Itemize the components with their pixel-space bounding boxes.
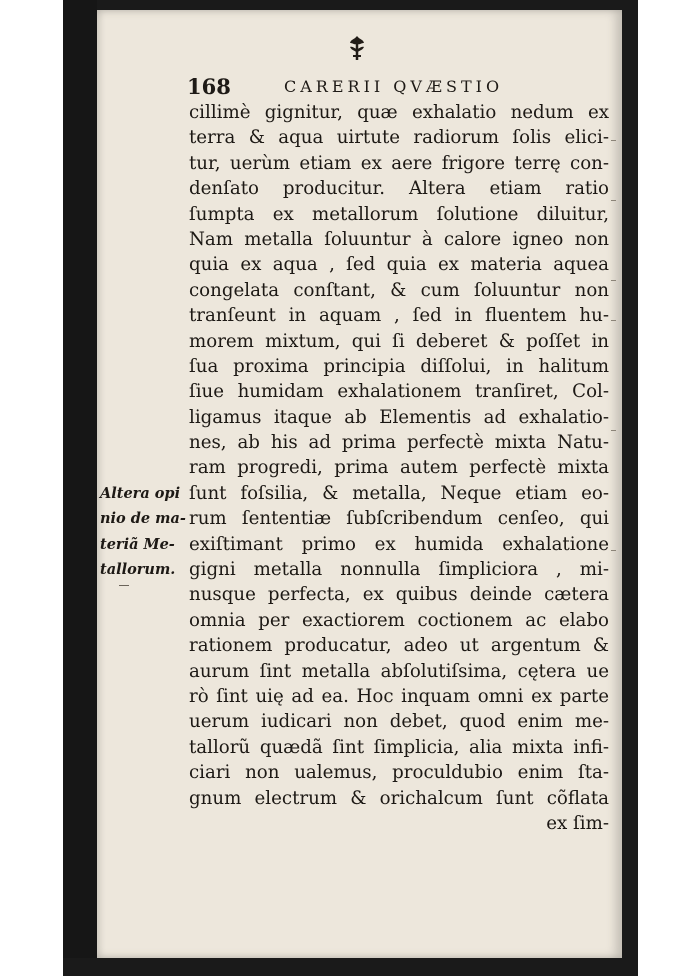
text-line: ſiue humidam exhalationem tranſiret, Col-	[189, 381, 609, 403]
text-line: cillimè gignitur, quæ exhalatio nedum ex	[189, 102, 609, 123]
marginal-note-line: Altera opi	[100, 485, 181, 502]
text-line: nes, ab his ad prima perfectè mixta Natu-	[189, 432, 609, 454]
book-binding-right	[622, 0, 638, 976]
text-line: Nam metalla ſoluuntur à calore igneo non	[189, 228, 609, 250]
text-line: rum ſententiæ ſubſcribendum cenſeo, qui	[189, 508, 609, 530]
text-line: tur, uerùm etiam ex aere frigore terrę con-	[189, 152, 609, 174]
book-binding-top	[63, 0, 638, 10]
floral-fleuron-icon	[345, 34, 369, 62]
text-line: aurum ſint metalla abſolutiſsima, cętera ue	[189, 660, 609, 682]
text-line: denſato producitur. Altera etiam ratio	[189, 178, 609, 200]
marginal-note	[100, 481, 186, 583]
text-line: tallorũ quædã ſint ſimplicia, alia mixta infi-	[189, 736, 609, 758]
text-line: ſunt foſsilia, & metalla, Neque etiam eo-	[189, 482, 609, 504]
book-binding-left	[63, 0, 97, 976]
margin-dash	[119, 585, 129, 586]
catchword-line: ex ſim-	[546, 812, 609, 834]
text-line: uerum iudicari non debet, quod enim me-	[189, 711, 609, 733]
text-line: gigni metalla nonnulla ſimpliciora , mi-	[189, 559, 609, 581]
book-page	[97, 10, 622, 958]
marginal-note-line: teriã Me-	[100, 535, 175, 553]
page-edge-marks	[611, 130, 619, 730]
text-line: terra & aqua uirtute radiorum ſolis elici-	[189, 127, 609, 149]
text-line: ram progredi, prima autem perfectè mixta	[189, 457, 609, 479]
body-text	[189, 100, 609, 836]
text-line: ligamus itaque ab Elementis ad exhalatio-	[189, 406, 609, 428]
text-line: ſua proxima principia diſſolui, in halitum	[189, 355, 609, 377]
text-line: omnia per exactiorem coctionem ac elabo	[189, 609, 609, 631]
text-line: ciari non ualemus, proculdubio enim ſta-	[189, 762, 609, 784]
text-line: rò ſint uię ad ea. Hoc inquam omni ex parte	[189, 685, 609, 707]
text-line: quia ex aqua , ſed quia ex materia aquea	[189, 254, 609, 276]
book-binding-bottom	[63, 958, 638, 976]
text-line: rationem producatur, adeo ut argentum &	[189, 635, 609, 657]
text-line: tranſeunt in aquam , ſed in fluentem hu-	[189, 305, 609, 327]
text-line: gnum electrum & orichalcum ſunt cõflata	[189, 787, 609, 809]
text-line: ſumpta ex metallorum ſolutione diluitur,	[189, 203, 609, 225]
marginal-note-line: tallorum.	[100, 561, 176, 579]
page-number: 168	[187, 74, 231, 99]
running-head: CARERII QVÆSTIO	[284, 77, 504, 96]
text-line: exiſtimant primo ex humida exhalatione	[189, 533, 609, 555]
marginal-note-line: nio de ma-	[100, 510, 186, 528]
text-line: nusque perfecta, ex quibus deinde cætera	[189, 584, 609, 606]
text-line: morem mixtum, qui ſi deberet & poſſet in	[189, 330, 609, 352]
text-line: congelata conſtant, & cum ſoluuntur non	[189, 279, 609, 301]
